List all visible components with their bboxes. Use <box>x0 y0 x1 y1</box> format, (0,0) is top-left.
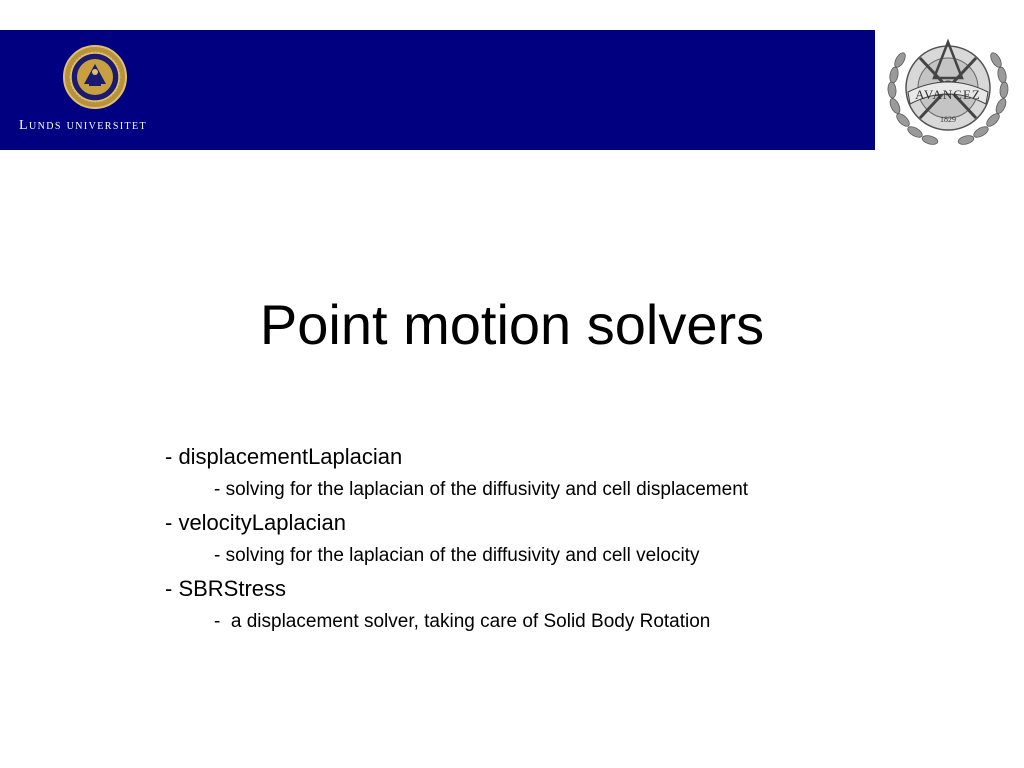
bullet-main-text: - SBRStress <box>165 576 287 601</box>
bullet-main-text: - displacementLaplacian <box>165 444 403 469</box>
lund-university-seal-icon <box>62 44 128 110</box>
header-band <box>0 30 875 150</box>
bullet-sub-text: - solving for the laplacian of the diffusivity and cell displacement <box>214 479 749 500</box>
emblem-year: 1829 <box>940 115 956 124</box>
bullet-sub-text: - a displacement solver, taking care of Solid Body Rotation <box>214 611 711 632</box>
bullet-sub-text: - solving for the laplacian of the diffusivity and cell velocity <box>214 545 700 566</box>
emblem-motto: AVANCEZ <box>915 87 981 102</box>
bullet-main-text: - velocityLaplacian <box>165 510 346 535</box>
bullet-item <box>165 509 965 568</box>
bullet-item <box>165 575 965 634</box>
university-wordmark <box>19 118 147 134</box>
bullet-list <box>165 443 965 641</box>
university-name: Lunds universitet <box>19 118 148 133</box>
slide-title: Point motion solvers <box>259 293 765 356</box>
lth-emblem-icon <box>878 20 1018 154</box>
bullet-item <box>165 443 965 502</box>
